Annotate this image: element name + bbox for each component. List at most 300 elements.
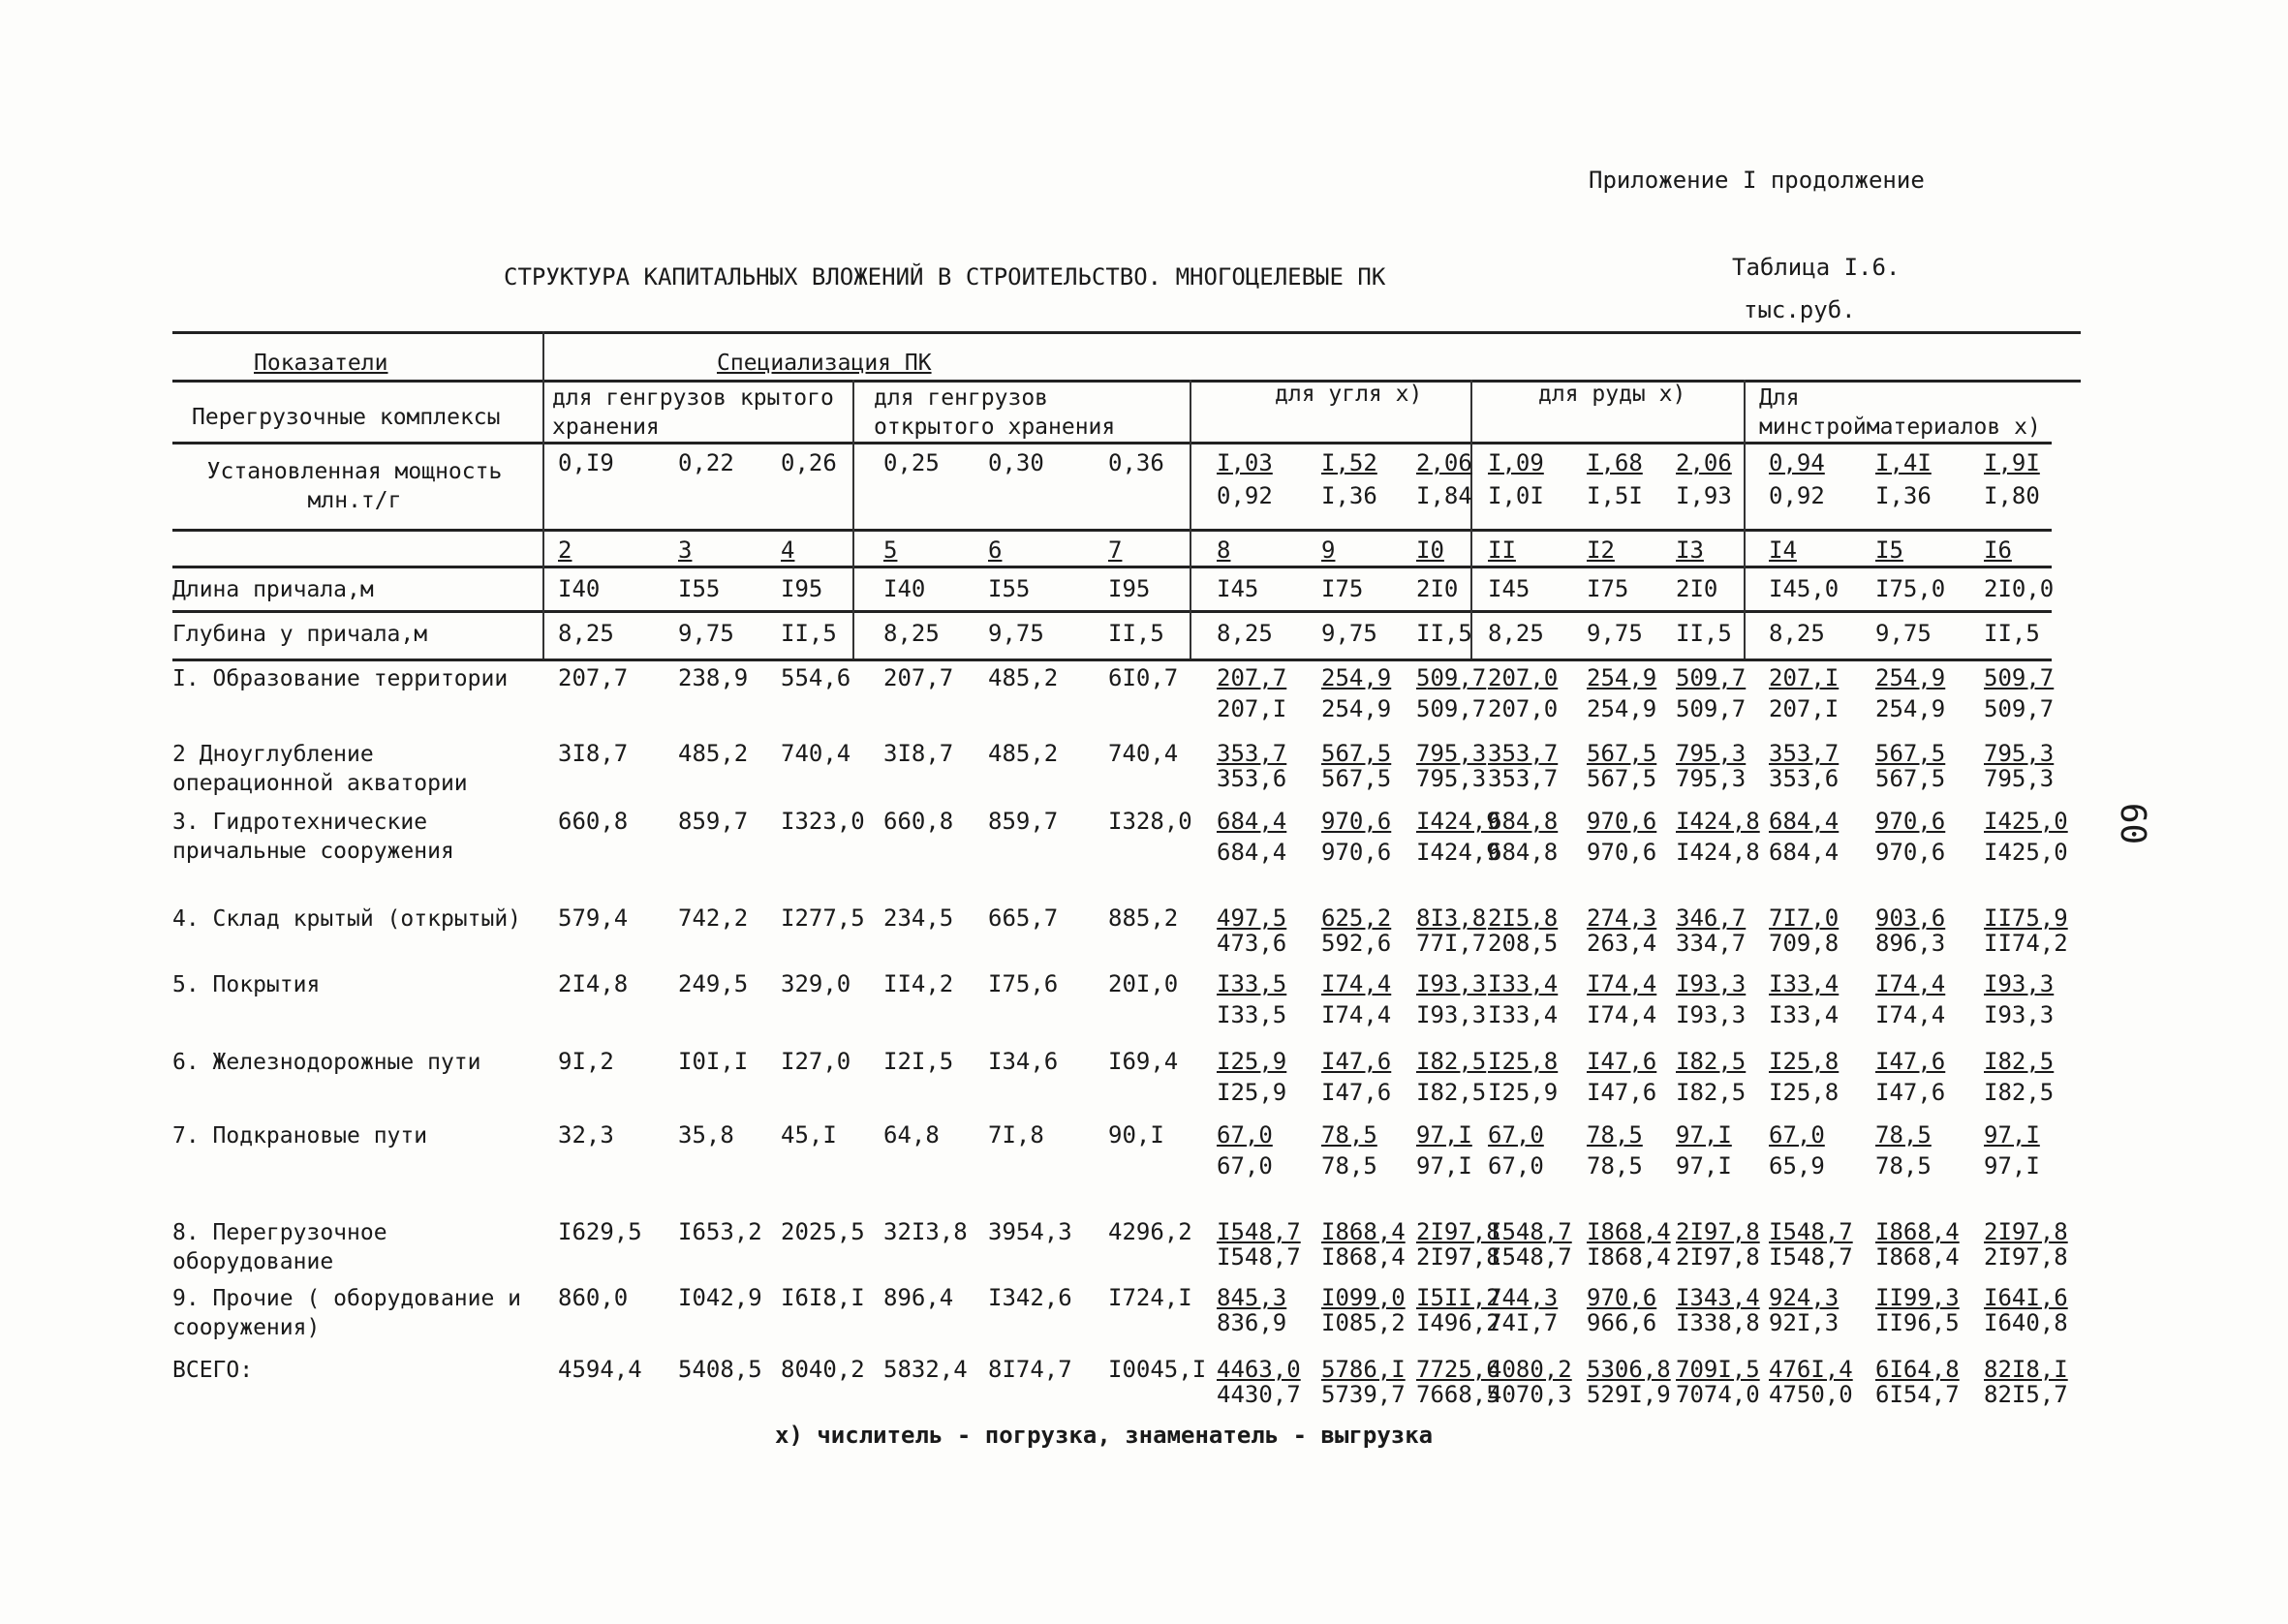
table-cell-denominator: 207,0 xyxy=(1488,695,1559,722)
table-cell-denominator: I47,6 xyxy=(1321,1079,1392,1106)
table-cell-numerator: 795,3 xyxy=(1416,740,1487,767)
column-number: I5 xyxy=(1875,536,1903,564)
table-cell-numerator: 64,8 xyxy=(883,1121,940,1149)
table-cell-denominator: 567,5 xyxy=(1321,765,1392,792)
table-cell-denominator: I93,3 xyxy=(1416,1001,1487,1028)
table-cell-denominator: 684,8 xyxy=(1488,839,1559,866)
table-cell-numerator: 970,6 xyxy=(1321,808,1392,835)
table-cell-numerator: 567,5 xyxy=(1587,740,1657,767)
table-cell-numerator: I548,7 xyxy=(1217,1218,1301,1245)
table-cell-denominator: I548,7 xyxy=(1217,1243,1301,1271)
table-cell-numerator: 353,7 xyxy=(1217,740,1287,767)
table-cell-numerator: I425,0 xyxy=(1984,808,2068,835)
table-cell-numerator: I74,4 xyxy=(1875,970,1946,997)
table-cell-numerator: 9,75 xyxy=(1875,620,1932,647)
table-cell-denominator: 65,9 xyxy=(1769,1152,1825,1180)
table-cell-denominator: 970,6 xyxy=(1321,839,1392,866)
table-cell-numerator: 896,4 xyxy=(883,1284,954,1311)
table-cell-numerator: I93,3 xyxy=(1676,970,1747,997)
table-cell-denominator: I640,8 xyxy=(1984,1309,2068,1336)
capacity-value-unloading: I,93 xyxy=(1676,482,1732,509)
table-cell-numerator: I75,6 xyxy=(988,970,1059,997)
table-cell-numerator: 329,0 xyxy=(781,970,851,997)
header-specialization: Специализация ПК xyxy=(717,351,932,376)
table-cell-numerator: I277,5 xyxy=(781,904,865,932)
table-cell-numerator: 2I5,8 xyxy=(1488,904,1559,932)
table-cell-numerator: 7I7,0 xyxy=(1769,904,1840,932)
table-rule xyxy=(172,331,2081,334)
table-cell-numerator: 5306,8 xyxy=(1587,1356,1671,1383)
table-cell-numerator: 254,9 xyxy=(1587,664,1657,691)
row-label: 2 Дноуглубление операционной акватории xyxy=(172,742,468,796)
table-cell-numerator: 97,I xyxy=(1676,1121,1732,1149)
capacity-value-unloading: I,0I xyxy=(1488,482,1544,509)
table-cell-numerator: 509,7 xyxy=(1416,664,1487,691)
table-cell-numerator: 859,7 xyxy=(678,808,749,835)
table-cell-numerator: 32I3,8 xyxy=(883,1218,968,1245)
table-cell-numerator: 709I,5 xyxy=(1676,1356,1760,1383)
table-cell-numerator: I6I8,I xyxy=(781,1284,865,1311)
table-cell-numerator: 207,0 xyxy=(1488,664,1559,691)
table-cell-numerator: 476I,4 xyxy=(1769,1356,1853,1383)
table-cell-numerator: 67,0 xyxy=(1217,1121,1273,1149)
capacity-value: 0,36 xyxy=(1108,449,1164,476)
table-cell-numerator: I328,0 xyxy=(1108,808,1192,835)
table-cell-numerator: 4463,0 xyxy=(1217,1356,1301,1383)
table-cell-denominator: 795,3 xyxy=(1676,765,1747,792)
table-cell-numerator: I724,I xyxy=(1108,1284,1192,1311)
table-cell-denominator: 263,4 xyxy=(1587,930,1657,957)
table-cell-denominator: 78,5 xyxy=(1321,1152,1377,1180)
table-cell-numerator: 903,6 xyxy=(1875,904,1946,932)
table-cell-numerator: I0045,I xyxy=(1108,1356,1207,1383)
table-cell-denominator: II96,5 xyxy=(1875,1309,1960,1336)
table-cell-numerator: 2I97,8 xyxy=(1676,1218,1760,1245)
table-cell-denominator: I868,4 xyxy=(1321,1243,1406,1271)
table-cell-numerator: 7I,8 xyxy=(988,1121,1044,1149)
table-cell-numerator: I69,4 xyxy=(1108,1048,1179,1075)
table-cell-denominator: 795,3 xyxy=(1984,765,2055,792)
table-cell-numerator: 924,3 xyxy=(1769,1284,1840,1311)
column-number: I6 xyxy=(1984,536,2012,564)
table-cell-numerator: 8,25 xyxy=(558,620,614,647)
table-cell-numerator: I653,2 xyxy=(678,1218,762,1245)
column-rule xyxy=(1744,380,1746,659)
table-cell-numerator: I27,0 xyxy=(781,1048,851,1075)
table-cell-denominator: 208,5 xyxy=(1488,930,1559,957)
capacity-value-unloading: I,80 xyxy=(1984,482,2040,509)
table-cell-numerator: 9,75 xyxy=(1321,620,1377,647)
table-cell-numerator: I82,5 xyxy=(1676,1048,1747,1075)
table-cell-numerator: 3I8,7 xyxy=(558,740,629,767)
table-cell-denominator: 684,4 xyxy=(1217,839,1287,866)
table-cell-numerator: 2I97,8 xyxy=(1416,1218,1500,1245)
table-cell-numerator: 625,2 xyxy=(1321,904,1392,932)
table-cell-numerator: 5832,4 xyxy=(883,1356,968,1383)
table-cell-denominator: I338,8 xyxy=(1676,1309,1760,1336)
table-cell-denominator: 6I54,7 xyxy=(1875,1381,1960,1408)
column-number: II xyxy=(1488,536,1516,564)
table-cell-numerator: 970,6 xyxy=(1587,1284,1657,1311)
table-cell-denominator: I25,9 xyxy=(1217,1079,1287,1106)
table-cell-denominator: I548,7 xyxy=(1488,1243,1572,1271)
capacity-value: 0,26 xyxy=(781,449,837,476)
row-label: ВСЕГО: xyxy=(172,1358,254,1383)
table-cell-denominator: 836,9 xyxy=(1217,1309,1287,1336)
column-number: 9 xyxy=(1321,536,1336,564)
table-cell-denominator: I25,9 xyxy=(1488,1079,1559,1106)
column-number: I2 xyxy=(1587,536,1615,564)
column-rule xyxy=(852,380,854,659)
table-cell-denominator: I548,7 xyxy=(1769,1243,1853,1271)
column-number: I3 xyxy=(1676,536,1704,564)
row-label: 8. Перегрузочное оборудование xyxy=(172,1220,387,1274)
table-cell-numerator: II75,9 xyxy=(1984,904,2068,932)
table-cell-numerator: I5II,2 xyxy=(1416,1284,1500,1311)
table-cell-numerator: 665,7 xyxy=(988,904,1059,932)
table-cell-denominator: I496,2 xyxy=(1416,1309,1500,1336)
table-cell-numerator: 238,9 xyxy=(678,664,749,691)
table-cell-numerator: I323,0 xyxy=(781,808,865,835)
table-cell-numerator: I55 xyxy=(988,575,1031,602)
column-number: 3 xyxy=(678,536,693,564)
table-cell-numerator: 795,3 xyxy=(1984,740,2055,767)
capacity-label: Установленная мощность млн.т/г xyxy=(206,459,503,513)
table-cell-denominator: 509,7 xyxy=(1984,695,2055,722)
table-cell-numerator: I33,4 xyxy=(1769,970,1840,997)
table-cell-denominator: 78,5 xyxy=(1587,1152,1643,1180)
table-cell-numerator: 8,25 xyxy=(1217,620,1273,647)
table-cell-numerator: 859,7 xyxy=(988,808,1059,835)
table-cell-denominator: 4070,3 xyxy=(1488,1381,1572,1408)
column-number: 8 xyxy=(1217,536,1231,564)
header-group-4: для руды x) xyxy=(1538,382,1686,407)
table-cell-denominator: 2I97,8 xyxy=(1676,1243,1760,1271)
table-cell-numerator: 684,4 xyxy=(1217,808,1287,835)
table-cell-numerator: 9,75 xyxy=(1587,620,1643,647)
table-cell-numerator: I2I,5 xyxy=(883,1048,954,1075)
table-cell-numerator: 4296,2 xyxy=(1108,1218,1192,1245)
table-cell-numerator: 207,7 xyxy=(1217,664,1287,691)
capacity-value-unloading: 0,92 xyxy=(1769,482,1825,509)
table-cell-numerator: 8,25 xyxy=(883,620,940,647)
table-cell-numerator: I868,4 xyxy=(1875,1218,1960,1245)
table-cell-numerator: 7725,6 xyxy=(1416,1356,1500,1383)
table-cell-denominator: 2I97,8 xyxy=(1416,1243,1500,1271)
capacity-value: I,4I xyxy=(1875,449,1932,476)
row-label: I. Образование территории xyxy=(172,666,509,691)
capacity-value: I,52 xyxy=(1321,449,1377,476)
table-cell-numerator: 353,7 xyxy=(1769,740,1840,767)
table-cell-numerator: I95 xyxy=(781,575,823,602)
column-number: 7 xyxy=(1108,536,1123,564)
header-group-3: для угля x) xyxy=(1275,382,1423,407)
table-cell-denominator: I424,8 xyxy=(1676,839,1760,866)
table-cell-numerator: 8,25 xyxy=(1488,620,1544,647)
table-cell-numerator: 579,4 xyxy=(558,904,629,932)
row-label: 4. Склад крытый (открытый) xyxy=(172,906,522,932)
table-cell-numerator: 2I0 xyxy=(1416,575,1459,602)
table-cell-numerator: 346,7 xyxy=(1676,904,1747,932)
table-cell-denominator: 529I,9 xyxy=(1587,1381,1671,1408)
table-cell-numerator: I343,4 xyxy=(1676,1284,1760,1311)
column-number: I0 xyxy=(1416,536,1444,564)
table-cell-numerator: I45,0 xyxy=(1769,575,1840,602)
table-number: Таблица I.6. xyxy=(1732,254,1901,281)
table-rule xyxy=(172,659,2052,661)
table-cell-numerator: I0I,I xyxy=(678,1048,749,1075)
table-cell-numerator: 740,4 xyxy=(1108,740,1179,767)
table-cell-numerator: II4,2 xyxy=(883,970,954,997)
table-cell-numerator: II,5 xyxy=(1416,620,1472,647)
table-cell-denominator: 67,0 xyxy=(1217,1152,1273,1180)
table-cell-denominator: I33,4 xyxy=(1769,1001,1840,1028)
table-cell-denominator: 966,6 xyxy=(1587,1309,1657,1336)
table-cell-denominator: 509,7 xyxy=(1676,695,1747,722)
column-number: 4 xyxy=(781,536,795,564)
table-cell-denominator: 254,9 xyxy=(1321,695,1392,722)
row-label: 7. Подкрановые пути xyxy=(172,1123,428,1149)
table-cell-numerator: I93,3 xyxy=(1416,970,1487,997)
table-cell-numerator: I47,6 xyxy=(1875,1048,1946,1075)
table-rule xyxy=(172,566,2052,568)
table-cell-numerator: II,5 xyxy=(1108,620,1164,647)
table-cell-denominator: I93,3 xyxy=(1676,1001,1747,1028)
table-cell-denominator: 4430,7 xyxy=(1217,1381,1301,1408)
table-cell-numerator: 684,8 xyxy=(1488,808,1559,835)
row-label: Длина причала,м xyxy=(172,577,374,602)
table-cell-numerator: 2I0 xyxy=(1676,575,1718,602)
table-cell-denominator: 254,9 xyxy=(1587,695,1657,722)
column-rule xyxy=(1470,380,1472,659)
table-cell-denominator: I82,5 xyxy=(1416,1079,1487,1106)
table-cell-numerator: I424,8 xyxy=(1676,808,1760,835)
table-cell-numerator: 742,2 xyxy=(678,904,749,932)
table-cell-denominator: 896,3 xyxy=(1875,930,1946,957)
table-cell-denominator: 353,6 xyxy=(1769,765,1840,792)
table-cell-numerator: 35,8 xyxy=(678,1121,734,1149)
table-cell-numerator: 970,6 xyxy=(1587,808,1657,835)
table-cell-numerator: 740,4 xyxy=(781,740,851,767)
page-number: 60 xyxy=(2113,802,2153,845)
table-title: СТРУКТУРА КАПИТАЛЬНЫХ ВЛОЖЕНИЙ В СТРОИТЕЛЬСТВО. МНОГОЦЕЛЕВЫЕ ПК xyxy=(504,263,1386,291)
table-cell-numerator: I342,6 xyxy=(988,1284,1072,1311)
table-cell-numerator: 3I8,7 xyxy=(883,740,954,767)
table-cell-denominator: I425,0 xyxy=(1984,839,2068,866)
table-cell-denominator: 5739,7 xyxy=(1321,1381,1406,1408)
table-cell-denominator: 2I97,8 xyxy=(1984,1243,2068,1271)
capacity-value: 0,30 xyxy=(988,449,1044,476)
table-cell-numerator: 97,I xyxy=(1416,1121,1472,1149)
table-cell-denominator: 77I,7 xyxy=(1416,930,1487,957)
table-cell-numerator: 497,5 xyxy=(1217,904,1287,932)
row-label: 5. Покрытия xyxy=(172,972,321,997)
table-cell-denominator: I085,2 xyxy=(1321,1309,1406,1336)
table-cell-numerator: I74,4 xyxy=(1321,970,1392,997)
table-cell-numerator: 2I4,8 xyxy=(558,970,629,997)
capacity-value: 2,06 xyxy=(1416,449,1472,476)
capacity-value-unloading: I,36 xyxy=(1875,482,1932,509)
capacity-value-unloading: I,84 xyxy=(1416,482,1472,509)
table-cell-denominator: I424,9 xyxy=(1416,839,1500,866)
table-cell-numerator: 234,5 xyxy=(883,904,954,932)
table-cell-denominator: 7074,0 xyxy=(1676,1381,1760,1408)
column-number: 2 xyxy=(558,536,572,564)
table-cell-numerator: 207,7 xyxy=(558,664,629,691)
table-cell-denominator: 567,5 xyxy=(1587,765,1657,792)
appendix-note: Приложение I продолжение xyxy=(1589,167,1925,194)
table-cell-numerator: 885,2 xyxy=(1108,904,1179,932)
table-cell-numerator: I868,4 xyxy=(1321,1218,1406,1245)
table-cell-denominator: 592,6 xyxy=(1321,930,1392,957)
table-cell-denominator: 67,0 xyxy=(1488,1152,1544,1180)
capacity-value: 0,22 xyxy=(678,449,734,476)
table-cell-numerator: I40 xyxy=(883,575,926,602)
table-cell-numerator: 509,7 xyxy=(1984,664,2055,691)
table-cell-denominator: 795,3 xyxy=(1416,765,1487,792)
column-rule xyxy=(542,331,544,659)
header-complexes: Перегрузочные комплексы xyxy=(192,405,501,430)
table-rule xyxy=(172,529,2052,532)
table-cell-numerator: 509,7 xyxy=(1676,664,1747,691)
table-cell-denominator: 78,5 xyxy=(1875,1152,1932,1180)
table-cell-numerator: I64I,6 xyxy=(1984,1284,2068,1311)
table-cell-denominator: I93,3 xyxy=(1984,1001,2055,1028)
table-cell-numerator: 5408,5 xyxy=(678,1356,762,1383)
table-cell-numerator: 67,0 xyxy=(1769,1121,1825,1149)
table-cell-numerator: I47,6 xyxy=(1321,1048,1392,1075)
row-label: 6. Железнодорожные пути xyxy=(172,1050,481,1075)
column-number: 6 xyxy=(988,536,1003,564)
table-cell-numerator: I75,0 xyxy=(1875,575,1946,602)
table-units: тыс.руб. xyxy=(1744,296,1856,323)
table-cell-denominator: I33,5 xyxy=(1217,1001,1287,1028)
table-cell-numerator: 3954,3 xyxy=(988,1218,1072,1245)
table-cell-numerator: 2025,5 xyxy=(781,1218,865,1245)
table-cell-denominator: 97,I xyxy=(1984,1152,2040,1180)
table-cell-denominator: 473,6 xyxy=(1217,930,1287,957)
table-cell-numerator: I33,4 xyxy=(1488,970,1559,997)
table-cell-denominator: 684,4 xyxy=(1769,839,1840,866)
row-label: Глубина у причала,м xyxy=(172,622,428,647)
table-cell-numerator: 660,8 xyxy=(558,808,629,835)
table-cell-numerator: 97,I xyxy=(1984,1121,2040,1149)
table-cell-numerator: 353,7 xyxy=(1488,740,1559,767)
table-cell-numerator: 567,5 xyxy=(1321,740,1392,767)
table-cell-numerator: I93,3 xyxy=(1984,970,2055,997)
table-cell-numerator: I25,8 xyxy=(1488,1048,1559,1075)
table-cell-numerator: 9,75 xyxy=(678,620,734,647)
row-label: 3. Гидротехнические причальные сооружения xyxy=(172,810,454,864)
table-cell-denominator: 97,I xyxy=(1676,1152,1732,1180)
table-cell-denominator: 74I,7 xyxy=(1488,1309,1559,1336)
table-cell-numerator: I82,5 xyxy=(1984,1048,2055,1075)
table-cell-numerator: 4594,4 xyxy=(558,1356,642,1383)
table-cell-numerator: 485,2 xyxy=(678,740,749,767)
table-cell-denominator: 82I5,7 xyxy=(1984,1381,2068,1408)
capacity-value: 2,06 xyxy=(1676,449,1732,476)
capacity-value: 0,25 xyxy=(883,449,940,476)
header-group-1: для генгрузов крытого хранения xyxy=(552,385,834,440)
table-cell-numerator: II,5 xyxy=(1676,620,1732,647)
table-cell-numerator: 4080,2 xyxy=(1488,1356,1572,1383)
table-cell-numerator: I75 xyxy=(1587,575,1629,602)
table-cell-numerator: 795,3 xyxy=(1676,740,1747,767)
table-cell-denominator: 509,7 xyxy=(1416,695,1487,722)
column-number: 5 xyxy=(883,536,898,564)
table-cell-numerator: 744,3 xyxy=(1488,1284,1559,1311)
table-cell-denominator: I33,4 xyxy=(1488,1001,1559,1028)
table-cell-numerator: I74,4 xyxy=(1587,970,1657,997)
table-cell-numerator: 207,7 xyxy=(883,664,954,691)
table-cell-numerator: 9I,2 xyxy=(558,1048,614,1075)
table-rule xyxy=(172,610,2052,613)
table-cell-numerator: I099,0 xyxy=(1321,1284,1406,1311)
table-cell-numerator: I95 xyxy=(1108,575,1151,602)
table-cell-numerator: 78,5 xyxy=(1321,1121,1377,1149)
table-cell-numerator: 860,0 xyxy=(558,1284,629,1311)
capacity-value-unloading: 0,92 xyxy=(1217,482,1273,509)
table-cell-numerator: 8I74,7 xyxy=(988,1356,1072,1383)
table-cell-numerator: I55 xyxy=(678,575,721,602)
table-cell-numerator: 554,6 xyxy=(781,664,851,691)
row-label: 9. Прочие ( оборудование и сооружения) xyxy=(172,1286,522,1340)
capacity-value: I,9I xyxy=(1984,449,2040,476)
table-cell-numerator: I47,6 xyxy=(1587,1048,1657,1075)
table-cell-numerator: 5786,I xyxy=(1321,1356,1406,1383)
table-cell-numerator: I868,4 xyxy=(1587,1218,1671,1245)
capacity-value: I,03 xyxy=(1217,449,1273,476)
table-cell-numerator: 207,I xyxy=(1769,664,1840,691)
table-cell-numerator: I33,5 xyxy=(1217,970,1287,997)
table-cell-numerator: I25,8 xyxy=(1769,1048,1840,1075)
table-cell-numerator: 970,6 xyxy=(1875,808,1946,835)
capacity-value-unloading: I,5I xyxy=(1587,482,1643,509)
table-cell-numerator: 82I8,I xyxy=(1984,1356,2068,1383)
table-cell-numerator: 485,2 xyxy=(988,740,1059,767)
table-cell-denominator: I74,4 xyxy=(1587,1001,1657,1028)
table-cell-numerator: 485,2 xyxy=(988,664,1059,691)
table-cell-denominator: I82,5 xyxy=(1676,1079,1747,1106)
table-cell-numerator: I75 xyxy=(1321,575,1364,602)
table-cell-numerator: 6I64,8 xyxy=(1875,1356,1960,1383)
table-cell-numerator: I45 xyxy=(1488,575,1530,602)
capacity-value: 0,I9 xyxy=(558,449,614,476)
table-cell-denominator: I82,5 xyxy=(1984,1079,2055,1106)
table-cell-numerator: 90,I xyxy=(1108,1121,1164,1149)
table-cell-numerator: 2I0,0 xyxy=(1984,575,2055,602)
table-cell-numerator: 32,3 xyxy=(558,1121,614,1149)
header-indicators: Показатели xyxy=(254,351,388,376)
table-cell-denominator: 97,I xyxy=(1416,1152,1472,1180)
capacity-value-unloading: I,36 xyxy=(1321,482,1377,509)
table-cell-denominator: 7668,5 xyxy=(1416,1381,1500,1408)
table-cell-numerator: I34,6 xyxy=(988,1048,1059,1075)
table-cell-denominator: I47,6 xyxy=(1587,1079,1657,1106)
table-cell-numerator: I45 xyxy=(1217,575,1259,602)
table-cell-denominator: 254,9 xyxy=(1875,695,1946,722)
table-cell-denominator: 567,5 xyxy=(1875,765,1946,792)
table-cell-denominator: 207,I xyxy=(1769,695,1840,722)
table-cell-numerator: II,5 xyxy=(1984,620,2040,647)
table-cell-numerator: II,5 xyxy=(781,620,837,647)
table-cell-numerator: 9,75 xyxy=(988,620,1044,647)
table-cell-numerator: 78,5 xyxy=(1587,1121,1643,1149)
table-cell-numerator: 67,0 xyxy=(1488,1121,1544,1149)
table-cell-numerator: 8040,2 xyxy=(781,1356,865,1383)
table-cell-denominator: 207,I xyxy=(1217,695,1287,722)
table-cell-denominator: I47,6 xyxy=(1875,1079,1946,1106)
